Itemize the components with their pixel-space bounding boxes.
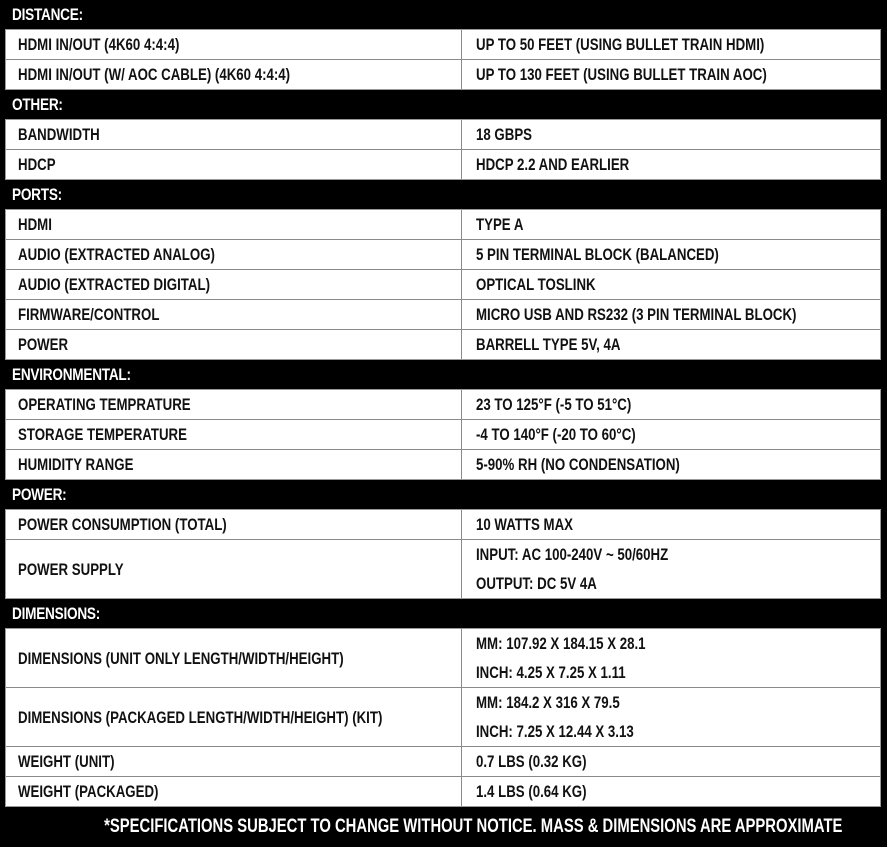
spec-label bbox=[6, 629, 462, 687]
table-row bbox=[6, 390, 880, 419]
section-title: ENVIRONMENTAL: bbox=[12, 365, 131, 384]
spec-label bbox=[6, 777, 462, 806]
spec-label-text: HDCP bbox=[18, 155, 56, 174]
spec-label bbox=[6, 540, 462, 598]
section-title: PORTS: bbox=[12, 185, 62, 204]
table-row bbox=[6, 30, 880, 59]
spec-value bbox=[462, 330, 880, 359]
spec-label-text: AUDIO (EXTRACTED DIGITAL) bbox=[18, 275, 211, 294]
spec-table-environmental bbox=[5, 389, 881, 480]
spec-value-text: UP TO 130 FEET (USING BULLET TRAIN AOC) bbox=[476, 65, 767, 84]
spec-value-text: TYPE A bbox=[476, 215, 524, 234]
section-header-environmental bbox=[0, 360, 887, 389]
spec-value-text: HDCP 2.2 AND EARLIER bbox=[476, 155, 630, 174]
spec-label bbox=[6, 330, 462, 359]
spec-value bbox=[462, 270, 880, 299]
spec-value-text: UP TO 50 FEET (USING BULLET TRAIN HDMI) bbox=[476, 35, 765, 54]
section-header-distance bbox=[0, 0, 887, 29]
spec-value bbox=[462, 450, 880, 479]
disclaimer-footer bbox=[0, 807, 887, 845]
spec-value bbox=[462, 240, 880, 269]
spec-label bbox=[6, 300, 462, 329]
spec-label bbox=[6, 688, 462, 746]
spec-value bbox=[462, 747, 880, 776]
spec-value-text: MM: 184.2 X 316 X 79.5 bbox=[476, 693, 620, 712]
spec-value bbox=[462, 60, 880, 89]
spec-label-text: HUMIDITY RANGE bbox=[18, 455, 134, 474]
table-row bbox=[6, 299, 880, 329]
section-title: POWER: bbox=[12, 485, 67, 504]
spec-value-text: 0.7 LBS (0.32 KG) bbox=[476, 752, 587, 771]
spec-value bbox=[462, 120, 880, 149]
spec-table-dimensions bbox=[5, 628, 881, 807]
spec-label bbox=[6, 390, 462, 419]
spec-table-power bbox=[5, 509, 881, 599]
section-header-other bbox=[0, 90, 887, 119]
table-row bbox=[6, 539, 880, 598]
spec-value-text: MICRO USB AND RS232 (3 PIN TERMINAL BLOCK) bbox=[476, 305, 797, 324]
spec-value-text: INCH: 7.25 X 12.44 X 3.13 bbox=[476, 722, 634, 741]
spec-value bbox=[462, 510, 880, 539]
spec-label bbox=[6, 210, 462, 239]
spec-value bbox=[462, 629, 880, 687]
spec-value-text: OPTICAL TOSLINK bbox=[476, 275, 596, 294]
spec-label-text: HDMI IN/OUT (W/ AOC CABLE) (4K60 4:4:4) bbox=[18, 65, 291, 84]
spec-value-text: OUTPUT: DC 5V 4A bbox=[476, 574, 597, 593]
spec-label-text: WEIGHT (UNIT) bbox=[18, 752, 115, 771]
table-row bbox=[6, 449, 880, 479]
table-row bbox=[6, 687, 880, 746]
spec-label bbox=[6, 420, 462, 449]
spec-label-text: POWER SUPPLY bbox=[18, 559, 124, 579]
table-row bbox=[6, 629, 880, 687]
spec-value bbox=[462, 150, 880, 179]
spec-label-text: AUDIO (EXTRACTED ANALOG) bbox=[18, 245, 215, 264]
spec-value-text: BARRELL TYPE 5V, 4A bbox=[476, 335, 621, 354]
section-header-dimensions bbox=[0, 599, 887, 628]
spec-value bbox=[462, 390, 880, 419]
table-row bbox=[6, 59, 880, 89]
table-row bbox=[6, 269, 880, 299]
spec-label-text: HDMI bbox=[18, 215, 52, 234]
spec-value bbox=[462, 540, 880, 598]
spec-label-text: POWER CONSUMPTION (TOTAL) bbox=[18, 515, 227, 534]
spec-value-text: 5 PIN TERMINAL BLOCK (BALANCED) bbox=[476, 245, 719, 264]
spec-label-text: POWER bbox=[18, 335, 69, 354]
spec-table-distance bbox=[5, 29, 881, 90]
section-header-power bbox=[0, 480, 887, 509]
spec-label-text: BANDWIDTH bbox=[18, 125, 100, 144]
spec-table-ports bbox=[5, 209, 881, 360]
spec-value-text: INPUT: AC 100-240V ~ 50/60HZ bbox=[476, 545, 669, 564]
spec-value-text: -4 TO 140°F (-20 TO 60°C) bbox=[476, 425, 636, 444]
spec-value-text: 23 TO 125°F (-5 TO 51°C) bbox=[476, 395, 632, 414]
table-row bbox=[6, 149, 880, 179]
spec-value-text: MM: 107.92 X 184.15 X 28.1 bbox=[476, 634, 646, 653]
spec-label bbox=[6, 30, 462, 59]
table-row bbox=[6, 329, 880, 359]
spec-value bbox=[462, 300, 880, 329]
spec-value bbox=[462, 688, 880, 746]
section-title: DISTANCE: bbox=[12, 5, 83, 24]
spec-label bbox=[6, 120, 462, 149]
table-row bbox=[6, 120, 880, 149]
spec-label-text: OPERATING TEMPRATURE bbox=[18, 395, 191, 414]
spec-label-text: DIMENSIONS (UNIT ONLY LENGTH/WIDTH/HEIGHT) bbox=[18, 648, 344, 668]
table-row bbox=[6, 510, 880, 539]
spec-value bbox=[462, 30, 880, 59]
section-title: OTHER: bbox=[12, 95, 63, 114]
table-row bbox=[6, 746, 880, 776]
spec-value bbox=[462, 210, 880, 239]
spec-value bbox=[462, 777, 880, 806]
table-row bbox=[6, 776, 880, 806]
spec-label-text: HDMI IN/OUT (4K60 4:4:4) bbox=[18, 35, 180, 54]
spec-value-text: 5-90% RH (NO CONDENSATION) bbox=[476, 455, 680, 474]
table-row bbox=[6, 239, 880, 269]
spec-label-text: WEIGHT (PACKAGED) bbox=[18, 782, 159, 801]
spec-label-text: STORAGE TEMPERATURE bbox=[18, 425, 187, 444]
spec-value-text: 1.4 LBS (0.64 KG) bbox=[476, 782, 587, 801]
spec-label bbox=[6, 150, 462, 179]
spec-label bbox=[6, 60, 462, 89]
spec-label-text: FIRMWARE/CONTROL bbox=[18, 305, 160, 324]
table-row bbox=[6, 210, 880, 239]
spec-label bbox=[6, 747, 462, 776]
spec-label-text: DIMENSIONS (PACKAGED LENGTH/WIDTH/HEIGHT) (KIT) bbox=[18, 707, 383, 727]
spec-label bbox=[6, 450, 462, 479]
disclaimer-text: *SPECIFICATIONS SUBJECT TO CHANGE WITHOUT NOTICE. MASS & DIMENSIONS ARE APPROXIMATE bbox=[104, 816, 843, 837]
spec-label bbox=[6, 510, 462, 539]
spec-value-text: INCH: 4.25 X 7.25 X 1.11 bbox=[476, 663, 626, 682]
table-row bbox=[6, 419, 880, 449]
spec-label bbox=[6, 240, 462, 269]
spec-value bbox=[462, 420, 880, 449]
spec-value-text: 18 GBPS bbox=[476, 125, 533, 144]
section-header-ports bbox=[0, 180, 887, 209]
spec-value-text: 10 WATTS MAX bbox=[476, 515, 574, 534]
spec-label bbox=[6, 270, 462, 299]
section-title: DIMENSIONS: bbox=[12, 604, 101, 623]
spec-table-other bbox=[5, 119, 881, 180]
